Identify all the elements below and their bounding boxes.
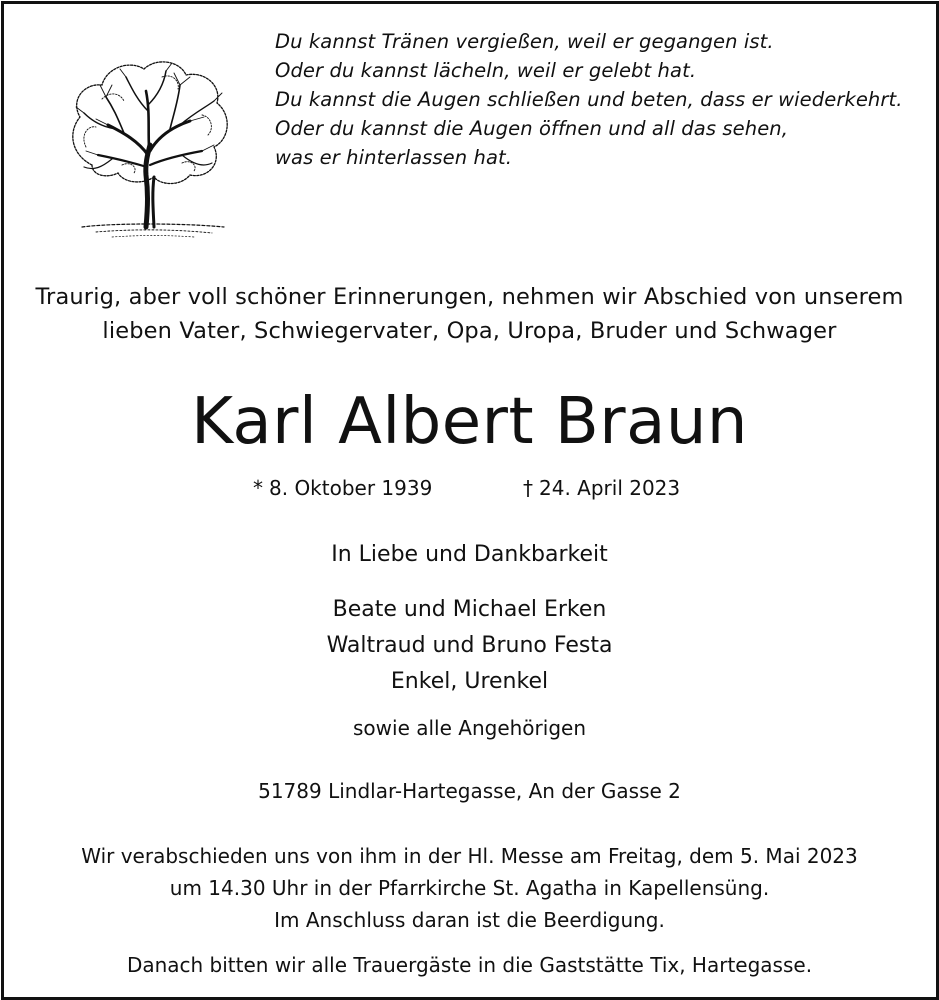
death-date: 24. April 2023 [539,476,681,500]
intro-line-1: Traurig, aber voll schöner Erinnerungen, nehmen wir Abschied von unserem [35,284,904,310]
intro-line-2: lieben Vater, Schwiegervater, Opa, Uropa, Bruder und Schwager [102,318,837,344]
relatives-text: sowie alle Angehörigen [353,716,586,740]
mourner-name: Beate und Michael Erken [332,597,607,622]
poem [275,27,925,172]
tree-icon [62,55,237,240]
poem-line: Oder du kannst die Augen öffnen und all das sehen, [275,117,789,140]
mourners-heading: In Liebe und Dankbarkeit [331,542,608,567]
address: 51789 Lindlar-Hartegasse, An der Gasse 2 [258,779,681,803]
mourner-name: Enkel, Urenkel [390,669,549,694]
service-line: Wir verabschieden uns von ihm in der Hl. Messe am Freitag, dem 5. Mai 2023 [81,844,858,868]
birth-date-line [253,474,432,502]
poem-line: Du kannst die Augen schließen und beten, dass er wiederkehrt. [275,88,903,111]
deceased-name: Karl Albert Braun [191,385,748,459]
mourner-name: Waltraud und Bruno Festa [326,633,613,658]
service-line: um 14.30 Uhr in der Pfarrkirche St. Agatha in Kapellensüng. [169,876,770,900]
service-info [0,840,939,936]
reception-info: Danach bitten wir alle Trauergäste in die Gaststätte Tix, Hartegasse. [126,953,813,977]
poem-line: was er hinterlassen hat. [275,146,513,169]
cross-icon: † [523,476,533,500]
poem-line: Oder du kannst lächeln, weil er gelebt hat. [275,59,697,82]
intro-text [0,280,939,348]
poem-line: Du kannst Tränen vergießen, weil er gegangen ist. [275,30,774,53]
birth-symbol: * [253,476,263,500]
service-line: Im Anschluss daran ist die Beerdigung. [274,908,665,932]
birth-date: 8. Oktober 1939 [269,476,433,500]
death-date-line [523,474,680,502]
mourners-list [0,592,939,700]
